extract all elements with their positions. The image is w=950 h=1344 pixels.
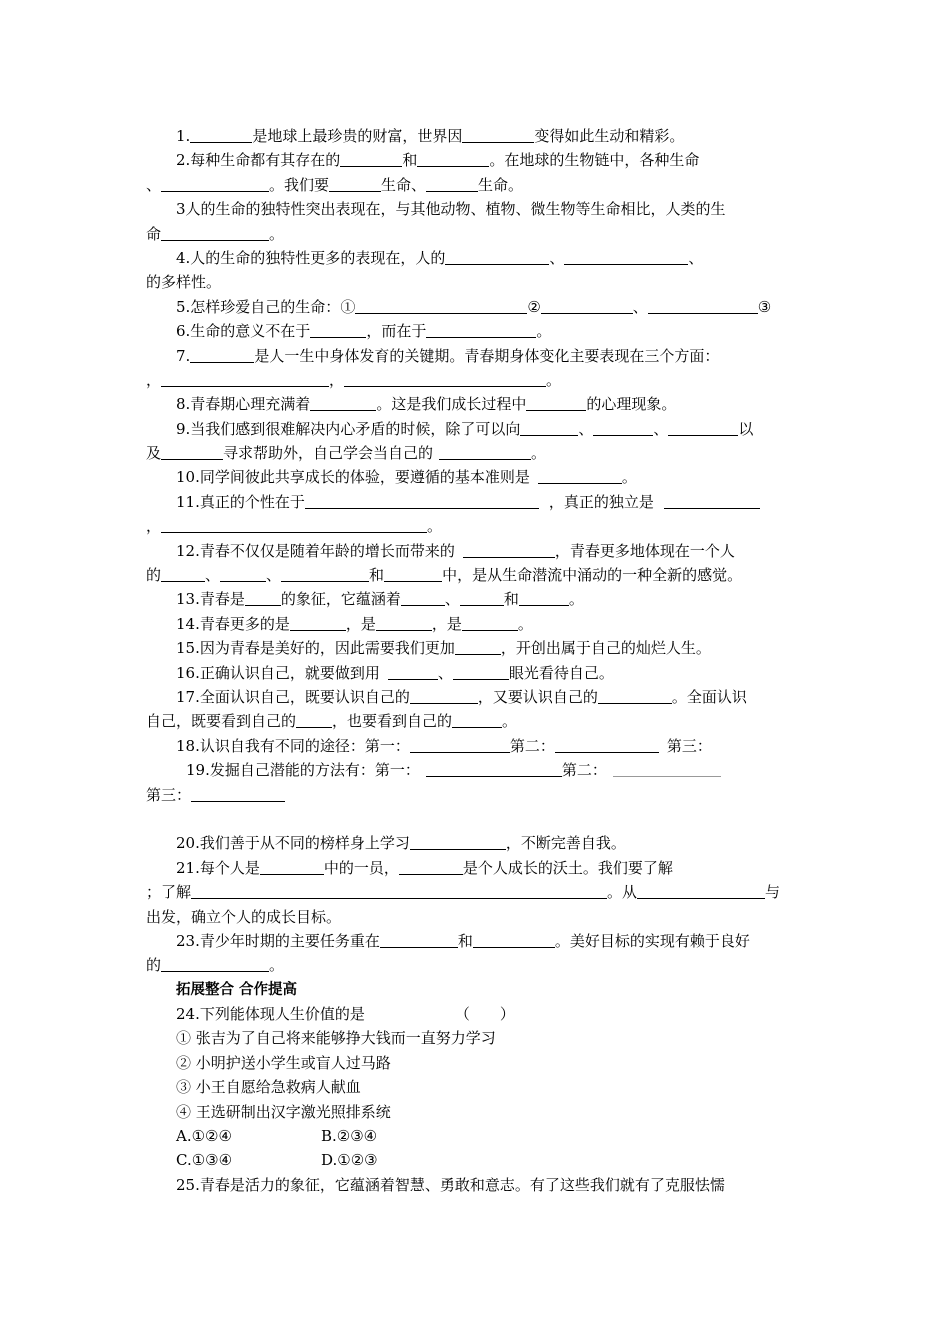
q7-text-b: ， — [146, 370, 162, 389]
q24-stem-text: 24.下列能体现人生价值的是 — [176, 1005, 365, 1024]
q12-text-a: 12.青春不仅仅是随着年龄的增长而带来的 — [176, 541, 455, 560]
question-2-line-1 — [146, 148, 810, 172]
q9-blank-4[interactable] — [161, 444, 223, 460]
question-8 — [146, 392, 810, 416]
question-13 — [146, 587, 810, 611]
q4-text-c: 、 — [688, 248, 704, 267]
q17-text-d: 自己，既要看到自己的 — [146, 712, 297, 731]
q10-text-a: 10.同学间彼此共享成长的体验，要遵循的基本准则是 — [176, 468, 530, 487]
question-19-line-1 — [146, 758, 810, 782]
q2-text-b: 和 — [402, 151, 418, 170]
q12-blank-2[interactable] — [161, 566, 205, 582]
q4-blank-1[interactable] — [445, 249, 549, 265]
q9-text-f: 寻求帮助外，自己学会当自己的 — [223, 444, 434, 463]
q19-text-c: 第三： — [146, 785, 192, 804]
q5-blank-1[interactable] — [355, 298, 527, 314]
q12-blank-5[interactable] — [384, 566, 442, 582]
q7-text-d: 。 — [546, 370, 562, 389]
q17-blank-2[interactable] — [598, 688, 672, 704]
q14-text-c: ，是 — [431, 614, 462, 633]
q23-blank-2[interactable] — [473, 932, 555, 948]
q6-text-c: 。 — [536, 322, 552, 341]
q6-blank-2[interactable] — [426, 322, 536, 338]
q13-blank-2[interactable] — [401, 590, 445, 606]
q18-text-b: 第二： — [509, 736, 555, 755]
q1-number: 1. — [176, 127, 191, 145]
question-21-line-2 — [146, 880, 810, 904]
q11-text-c: ， — [146, 517, 162, 536]
q2-text-d: 、 — [146, 175, 162, 194]
q8-blank-2[interactable] — [526, 395, 586, 411]
q9-blank-2[interactable] — [593, 420, 653, 436]
q12-blank-4[interactable] — [281, 566, 369, 582]
q2-text-f: 生命、 — [381, 175, 427, 194]
q11-text-b: ，真正的独立是 — [548, 492, 654, 511]
q13-text-a: 13.青春是 — [176, 590, 245, 609]
q24-item-4: ④ 王选研制出汉字激光照排系统 — [176, 1102, 391, 1121]
q5-blank-3[interactable] — [648, 298, 758, 314]
q8-blank-1[interactable] — [310, 395, 376, 411]
q2-text-g: 生命。 — [478, 175, 524, 194]
q7-number: 7. — [176, 346, 191, 365]
q17-text-f: 。 — [502, 712, 518, 731]
q6-blank-1[interactable] — [310, 322, 366, 338]
q13-text-d: 和 — [503, 590, 519, 609]
q23-blank-3[interactable] — [161, 956, 269, 972]
q24-option-b[interactable]: B.②③④ — [321, 1127, 378, 1146]
q23-text-b: 和 — [457, 931, 473, 950]
question-4-line-2 — [146, 270, 810, 294]
q17-text-c: 。全面认识 — [671, 687, 747, 706]
q2-blank-1[interactable] — [340, 151, 402, 167]
q11-blank-3[interactable] — [161, 517, 427, 533]
q21-text-d: ；了解 — [146, 883, 192, 902]
question-9-line-2 — [146, 441, 810, 465]
q12-text-f: 和 — [369, 566, 385, 585]
q16-text-a: 16.正确认识自己，就要做到用 — [176, 663, 380, 682]
q24-option-a[interactable]: A.①②④ — [176, 1127, 232, 1146]
q3-text-c: 。 — [269, 224, 285, 243]
q12-text-e: 、 — [266, 566, 282, 585]
q1-text-a: 是地球上最珍贵的财富，世界因 — [252, 127, 463, 145]
question-9-line-1 — [146, 417, 810, 441]
question-25: 25.青春是活力的象征，它蕴涵着智慧、勇敢和意志。有了这些我们就有了克服怯懦 — [176, 1175, 725, 1194]
q16-text-c: 眼光看待自己。 — [508, 663, 614, 682]
q14-text-a: 14.青春更多的是 — [176, 614, 290, 633]
q24-option-d[interactable]: D.①②③ — [321, 1151, 378, 1170]
q21-blank-3[interactable] — [191, 883, 607, 899]
q4-text-b: 、 — [549, 248, 565, 267]
q24-item-2: ② 小明护送小学生或盲人过马路 — [176, 1053, 391, 1072]
question-18 — [146, 734, 810, 758]
question-17-line-1 — [146, 685, 810, 709]
q11-text-d: 。 — [427, 517, 443, 536]
q4-text-d: 的多样性。 — [146, 273, 222, 292]
spacer — [146, 807, 810, 831]
question-24-stem — [146, 1002, 810, 1026]
q21-text-c: 是个人成长的沃土。我们要了解 — [462, 858, 673, 877]
q9-text-c: 、 — [653, 419, 669, 438]
question-1 — [146, 124, 810, 148]
q8-text-b: 。这是我们成长过程中 — [376, 395, 527, 414]
question-19-line-2 — [146, 783, 810, 807]
q11-blank-2[interactable] — [664, 493, 760, 509]
q17-blank-1[interactable] — [410, 688, 478, 704]
q13-blank-3[interactable] — [460, 590, 504, 606]
q8-text-a: 8.青春期心理充满着 — [176, 395, 311, 414]
q19-blank-1[interactable] — [426, 761, 562, 777]
q1-blank-1[interactable] — [190, 127, 252, 143]
question-4-line-1 — [146, 246, 810, 270]
q21-blank-4[interactable] — [637, 883, 765, 899]
question-7-line-1 — [146, 344, 810, 368]
q12-blank-3[interactable] — [220, 566, 266, 582]
q5-blank-2[interactable] — [541, 298, 633, 314]
q9-text-b: 、 — [578, 419, 594, 438]
q15-blank-1[interactable] — [455, 639, 501, 655]
q14-text-d: 。 — [517, 614, 533, 633]
q14-blank-1[interactable] — [290, 615, 346, 631]
question-15 — [146, 636, 810, 660]
q6-text-a: 6.生命的意义不在于 — [176, 322, 311, 341]
q3-text-b: 命 — [146, 224, 162, 243]
q17-blank-3[interactable] — [296, 712, 332, 728]
q14-blank-2[interactable] — [376, 615, 432, 631]
q5-text-c: 、 — [632, 297, 648, 316]
question-16 — [146, 661, 810, 685]
q13-text-b: 的象征，它蕴涵着 — [280, 590, 401, 609]
question-6 — [146, 319, 810, 343]
q9-text-g: 。 — [531, 444, 547, 463]
q16-text-b: 、 — [437, 663, 453, 682]
q7-blank-2[interactable] — [161, 371, 329, 387]
q18-blank-2[interactable] — [555, 737, 659, 753]
q21-blank-2[interactable] — [399, 859, 463, 875]
q24-answer-paren[interactable]: （ ） — [454, 1005, 515, 1024]
q18-blank-1[interactable] — [410, 737, 510, 753]
q12-text-b: ，青春更多地体现在一个人 — [554, 541, 735, 560]
q23-text-c: 。美好目标的实现有赖于良好 — [554, 931, 750, 950]
question-3-line-2 — [146, 222, 810, 246]
q13-text-c: 、 — [444, 590, 460, 609]
q9-text-a: 9.当我们感到很难解决内心矛盾的时候，除了可以向 — [176, 419, 521, 438]
question-17-line-2 — [146, 709, 810, 733]
question-12-line-1 — [146, 539, 810, 563]
q21-blank-1[interactable] — [260, 859, 324, 875]
q19-text-b: 第二： — [561, 761, 607, 780]
q16-blank-2[interactable] — [453, 664, 509, 680]
q16-blank-1[interactable] — [388, 664, 438, 680]
q1-text-b: 变得如此生动和精彩。 — [534, 127, 685, 145]
q17-text-a: 17.全面认识自己，既要认识自己的 — [176, 687, 410, 706]
q3-text-a: 3人的生命的独特性突出表现在，与其他动物、植物、微生物等生命相比，人类的生 — [176, 200, 726, 219]
question-11-line-1 — [146, 490, 810, 514]
q10-text-b: 。 — [621, 468, 637, 487]
q7-text-a: 是人一生中身体发育的关键期。青春期身体变化主要表现在三个方面： — [254, 346, 720, 365]
q21-text-f: 与 — [765, 883, 781, 902]
q13-blank-4[interactable] — [519, 590, 569, 606]
question-21-line-1 — [146, 856, 810, 880]
q3-blank-1[interactable] — [161, 225, 269, 241]
q4-text-a: 4.人的生命的独特性更多的表现在，人的 — [176, 248, 446, 267]
q9-text-e: 及 — [146, 444, 162, 463]
q21-text-e: 。从 — [607, 883, 638, 902]
q17-blank-4[interactable] — [452, 712, 502, 728]
q21-text-g: 出发，确立个人的成长目标。 — [146, 907, 342, 926]
question-23-line-1 — [146, 929, 810, 953]
question-20 — [146, 831, 810, 855]
q21-text-a: 21.每个人是 — [176, 858, 260, 877]
q23-blank-1[interactable] — [380, 932, 458, 948]
q20-text-b: ，不断完善自我。 — [505, 834, 626, 853]
q15-text-a: 15.因为青春是美好的，因此需要我们更加 — [176, 639, 455, 658]
question-7-line-2 — [146, 368, 810, 392]
question-10 — [146, 465, 810, 489]
q12-blank-1[interactable] — [463, 542, 555, 558]
q8-text-c: 的心理现象。 — [586, 395, 677, 414]
q1-blank-2[interactable] — [462, 127, 534, 143]
q20-text-a: 20.我们善于从不同的榜样身上学习 — [176, 834, 410, 853]
question-14 — [146, 612, 810, 636]
q2-blank-3[interactable] — [161, 176, 269, 192]
q5-text-a: 5.怎样珍爱自己的生命：① — [176, 297, 356, 316]
q2-blank-2[interactable] — [417, 151, 489, 167]
q21-text-b: 中的一员， — [323, 858, 399, 877]
q14-blank-3[interactable] — [462, 615, 518, 631]
question-12-line-2 — [146, 563, 810, 587]
q10-blank-1[interactable] — [538, 468, 622, 484]
q12-text-c: 的 — [146, 566, 162, 585]
q12-text-g: 中，是从生命潜流中涌动的一种全新的感觉。 — [442, 566, 743, 585]
q2-text-e: 。我们要 — [269, 175, 330, 194]
q9-blank-5[interactable] — [439, 444, 531, 460]
q5-text-d: ③ — [757, 297, 772, 316]
q15-text-b: ，开创出属于自己的灿烂人生。 — [500, 639, 711, 658]
q2-text-a: 2.每种生命都有其存在的 — [176, 151, 341, 170]
section-heading: 拓展整合 合作提高 — [176, 981, 298, 998]
q19-blank-3[interactable] — [191, 786, 285, 802]
worksheet-page — [146, 124, 810, 1197]
q23-text-a: 23.青少年时期的主要任务重在 — [176, 931, 380, 950]
q20-blank-1[interactable] — [410, 834, 506, 850]
q11-blank-1[interactable] — [305, 493, 539, 509]
q18-text-c: 第三： — [666, 736, 712, 755]
q7-blank-1[interactable] — [190, 347, 254, 363]
q2-blank-4[interactable] — [329, 176, 381, 192]
q9-blank-3[interactable] — [668, 420, 738, 436]
q19-text-a: 19.发掘自己潜能的方法有：第一： — [186, 761, 420, 780]
q7-text-c: ， — [329, 370, 345, 389]
q13-text-e: 。 — [568, 590, 584, 609]
q19-blank-2[interactable] — [613, 761, 721, 777]
q13-blank-1[interactable] — [245, 590, 281, 606]
q2-blank-5[interactable] — [426, 176, 478, 192]
q7-blank-3[interactable] — [344, 371, 546, 387]
q24-option-c[interactable]: C.①③④ — [176, 1151, 233, 1170]
question-5 — [146, 295, 810, 319]
q2-text-c: 。在地球的生物链中，各种生命 — [489, 151, 700, 170]
q12-text-d: 、 — [205, 566, 221, 585]
question-23-line-2 — [146, 953, 810, 977]
question-11-line-2 — [146, 514, 810, 538]
q23-text-e: 。 — [269, 956, 285, 975]
q6-text-b: ，而在于 — [366, 322, 427, 341]
q24-options-row-1 — [146, 1124, 810, 1148]
q9-blank-1[interactable] — [520, 420, 578, 436]
q14-text-b: ，是 — [345, 614, 376, 633]
q17-text-b: ，又要认识自己的 — [477, 687, 598, 706]
q23-text-d: 的 — [146, 956, 162, 975]
question-2-line-2 — [146, 173, 810, 197]
q5-text-b: ② — [527, 297, 541, 316]
q17-text-e: ，也要看到自己的 — [332, 712, 453, 731]
q24-options-row-2 — [146, 1148, 810, 1172]
q24-item-1: ① 张吉为了自己将来能够挣大钱而一直努力学习 — [176, 1029, 496, 1048]
question-3-line-1 — [146, 197, 810, 221]
q11-text-a: 11.真正的个性在于 — [176, 492, 305, 511]
q24-item-3: ③ 小王自愿给急救病人献血 — [176, 1078, 361, 1097]
q9-text-d: 以 — [738, 419, 754, 438]
question-21-line-3 — [146, 905, 810, 929]
q4-blank-2[interactable] — [564, 249, 688, 265]
q18-text-a: 18.认识自我有不同的途径：第一： — [176, 736, 410, 755]
